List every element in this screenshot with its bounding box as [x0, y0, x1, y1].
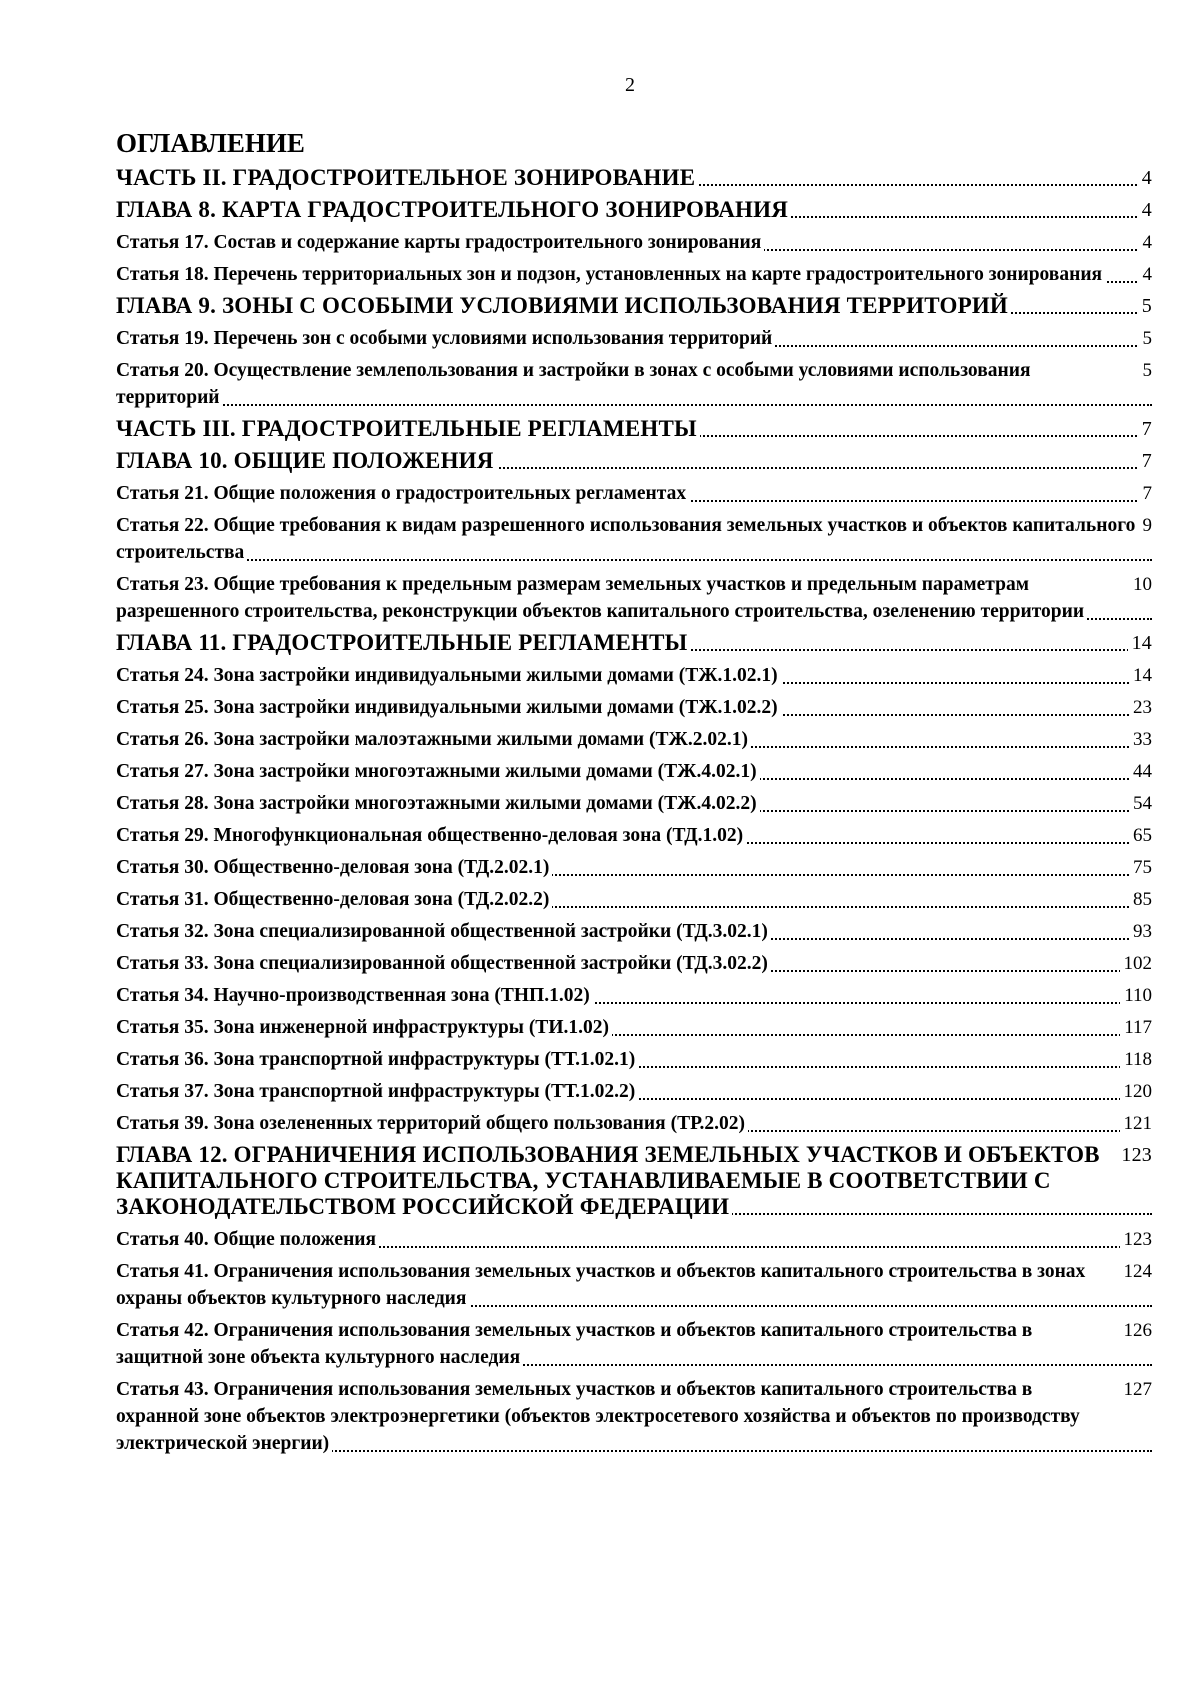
toc-entry-title: Статья 28. Зона застройки многоэтажными жилыми домами (ТЖ.4.02.2) — [116, 793, 760, 814]
toc-entry-page-number: 102 — [1120, 950, 1153, 977]
toc-entry-title: ГЛАВА 8. КАРТА ГРАДОСТРОИТЕЛЬНОГО ЗОНИРОВАНИЯ — [116, 197, 791, 222]
toc-entry[interactable] — [116, 630, 1152, 656]
toc-entry-page-number: 65 — [1129, 822, 1152, 849]
toc-entry-title: Статья 29. Многофункциональная общественно-деловая зона (ТД.1.02) — [116, 825, 746, 846]
toc-entry[interactable] — [116, 918, 1152, 945]
toc-entry-title: Статья 43. Ограничения использования земельных участков и объектов капитального строительства в охранной зоне объектов электроэнергетики (объектов электросетевого хозяйства и объектов по производству электрической энергии) — [116, 1379, 1080, 1454]
toc-entry-page-number: 4 — [1138, 197, 1152, 223]
toc-entry[interactable] — [116, 448, 1152, 474]
page-number: 2 — [625, 74, 635, 96]
toc-entry[interactable] — [116, 416, 1152, 442]
toc-entry-page-number: 75 — [1129, 854, 1152, 881]
toc-entry-page-number: 127 — [1120, 1376, 1153, 1403]
toc-entry-page-number: 117 — [1120, 1014, 1152, 1041]
toc-entry-page-number: 14 — [1128, 630, 1152, 656]
toc-entry[interactable] — [116, 758, 1152, 785]
toc-entry-title: Статья 25. Зона застройки индивидуальными жилыми домами (ТЖ.1.02.2) — [116, 697, 781, 718]
toc-entry[interactable] — [116, 1376, 1152, 1457]
toc-entry[interactable] — [116, 982, 1152, 1009]
toc-entry-title: Статья 23. Общие требования к предельным размерам земельных участков и предельным параметрам разрешенного строительства, реконструкции объектов капитального строительства, озеленению территории — [116, 574, 1087, 622]
toc-entry[interactable] — [116, 854, 1152, 881]
toc-entry[interactable] — [116, 790, 1152, 817]
toc-entry-title: Статья 39. Зона озелененных территорий общего пользования (ТР.2.02) — [116, 1113, 748, 1134]
toc-entry-page-number: 124 — [1120, 1258, 1153, 1285]
toc-entry-page-number: 123 — [1120, 1226, 1153, 1253]
toc-entry-title: ГЛАВА 11. ГРАДОСТРОИТЕЛЬНЫЕ РЕГЛАМЕНТЫ — [116, 630, 690, 655]
toc-entry[interactable] — [116, 1046, 1152, 1073]
toc-entry-page-number: 5 — [1139, 357, 1153, 384]
toc-entry-page-number: 54 — [1129, 790, 1152, 817]
toc-entry-page-number: 10 — [1129, 571, 1152, 598]
dot-leader — [116, 404, 1152, 406]
toc-entry-title: Статья 17. Состав и содержание карты градостроительного зонирования — [116, 232, 764, 253]
toc-entry[interactable] — [116, 662, 1152, 689]
toc-entry-page-number: 7 — [1139, 480, 1153, 507]
toc-entry-title: Статья 21. Общие положения о градостроительных регламентах — [116, 483, 689, 504]
toc-entry-title: Статья 26. Зона застройки малоэтажными жилыми домами (ТЖ.2.02.1) — [116, 729, 751, 750]
dot-leader — [116, 559, 1152, 561]
toc-entry[interactable] — [116, 1078, 1152, 1105]
toc-entry[interactable] — [116, 512, 1152, 566]
toc-entry[interactable] — [116, 1014, 1152, 1041]
toc-entry-title: ГЛАВА 10. ОБЩИЕ ПОЛОЖЕНИЯ — [116, 448, 497, 473]
toc-entry-page-number: 7 — [1138, 448, 1152, 474]
toc-entry-title: Статья 41. Ограничения использования земельных участков и объектов капитального строительства в зонах охраны объектов культурного наследия — [116, 1261, 1086, 1309]
toc-entry[interactable] — [116, 261, 1152, 288]
toc-entry-list — [116, 165, 1152, 1457]
toc-entry-page-number: 4 — [1139, 261, 1153, 288]
toc-entry-page-number: 110 — [1120, 982, 1152, 1009]
toc-entry-page-number: 93 — [1129, 918, 1152, 945]
toc-entry[interactable] — [116, 357, 1152, 411]
toc-entry-title: Статья 24. Зона застройки индивидуальными жилыми домами (ТЖ.1.02.1) — [116, 665, 781, 686]
toc-entry-page-number: 7 — [1138, 416, 1152, 442]
toc-entry-page-number: 85 — [1129, 886, 1152, 913]
toc-entry[interactable] — [116, 726, 1152, 753]
toc-entry-page-number: 44 — [1129, 758, 1152, 785]
toc-entry-page-number: 4 — [1138, 165, 1152, 191]
toc-entry-title: Статья 34. Научно-производственная зона (ТНП.1.02) — [116, 985, 593, 1006]
toc-entry-page-number: 126 — [1120, 1317, 1153, 1344]
toc-entry[interactable] — [116, 1226, 1152, 1253]
toc-entry-title: Статья 20. Осуществление землепользования и застройки в зонах с особыми условиями использования территорий — [116, 360, 1031, 408]
toc-entry-title: ЧАСТЬ III. ГРАДОСТРОИТЕЛЬНЫЕ РЕГЛАМЕНТЫ — [116, 416, 700, 441]
toc-entry[interactable] — [116, 229, 1152, 256]
toc-entry-page-number: 23 — [1129, 694, 1152, 721]
toc-entry[interactable] — [116, 165, 1152, 191]
toc-entry-page-number: 5 — [1138, 293, 1152, 319]
toc-entry[interactable] — [116, 822, 1152, 849]
toc-entry-title: Статья 22. Общие требования к видам разрешенного использования земельных участков и объектов капитального строительства — [116, 515, 1136, 563]
toc-entry-title: Статья 33. Зона специализированной общественной застройки (ТД.3.02.2) — [116, 953, 771, 974]
toc-entry-title: ЧАСТЬ II. ГРАДОСТРОИТЕЛЬНОЕ ЗОНИРОВАНИЕ — [116, 165, 698, 190]
toc-entry-title: Статья 30. Общественно-деловая зона (ТД.2.02.1) — [116, 857, 552, 878]
toc-entry-title: Статья 40. Общие положения — [116, 1229, 379, 1250]
toc-entry-page-number: 4 — [1139, 229, 1153, 256]
toc-entry-title: Статья 27. Зона застройки многоэтажными жилыми домами (ТЖ.4.02.1) — [116, 761, 760, 782]
toc-entry-title: Статья 31. Общественно-деловая зона (ТД.2.02.2) — [116, 889, 552, 910]
toc-entry-title: Статья 18. Перечень территориальных зон и подзон, установленных на карте градостроительного зонирования — [116, 264, 1105, 285]
toc-entry[interactable] — [116, 1110, 1152, 1137]
toc-entry[interactable] — [116, 325, 1152, 352]
toc-entry-page-number: 120 — [1120, 1078, 1153, 1105]
table-of-contents — [116, 126, 1152, 1462]
toc-entry[interactable] — [116, 197, 1152, 223]
toc-entry[interactable] — [116, 950, 1152, 977]
toc-entry-page-number: 14 — [1129, 662, 1152, 689]
toc-entry-page-number: 123 — [1117, 1142, 1152, 1168]
toc-entry[interactable] — [116, 1142, 1152, 1220]
toc-entry[interactable] — [116, 1258, 1152, 1312]
toc-entry-title: Статья 19. Перечень зон с особыми условиями использования территорий — [116, 328, 775, 349]
toc-entry[interactable] — [116, 480, 1152, 507]
toc-entry-page-number: 5 — [1139, 325, 1153, 352]
toc-entry-page-number: 33 — [1129, 726, 1152, 753]
toc-entry[interactable] — [116, 694, 1152, 721]
toc-entry-title: Статья 37. Зона транспортной инфраструктуры (ТТ.1.02.2) — [116, 1081, 638, 1102]
toc-entry-title: Статья 36. Зона транспортной инфраструктуры (ТТ.1.02.1) — [116, 1049, 638, 1070]
toc-entry-title: ГЛАВА 9. ЗОНЫ С ОСОБЫМИ УСЛОВИЯМИ ИСПОЛЬЗОВАНИЯ ТЕРРИТОРИЙ — [116, 293, 1011, 318]
toc-entry-title: Статья 42. Ограничения использования земельных участков и объектов капитального строительства в защитной зоне объекта культурного наследия — [116, 1320, 1033, 1368]
toc-entry-title: Статья 32. Зона специализированной общественной застройки (ТД.3.02.1) — [116, 921, 771, 942]
toc-entry[interactable] — [116, 1317, 1152, 1371]
toc-heading: ОГЛАВЛЕНИЕ — [116, 128, 305, 158]
toc-entry-page-number: 118 — [1120, 1046, 1152, 1073]
toc-entry[interactable] — [116, 886, 1152, 913]
toc-entry[interactable] — [116, 293, 1152, 319]
toc-entry-page-number: 121 — [1120, 1110, 1153, 1137]
toc-entry-title: ГЛАВА 12. ОГРАНИЧЕНИЯ ИСПОЛЬЗОВАНИЯ ЗЕМЕЛЬНЫХ УЧАСТКОВ И ОБЪЕКТОВ КАПИТАЛЬНОГО СТРОИТЕЛЬСТВА, УСТАНАВЛИВАЕМЫЕ В СООТВЕТСТВИИ С ЗАКОНОДАТЕЛЬСТВОМ РОССИЙСКОЙ ФЕДЕРАЦИИ — [116, 1142, 1100, 1219]
toc-entry-page-number: 9 — [1139, 512, 1153, 539]
toc-entry-title: Статья 35. Зона инженерной инфраструктуры (ТИ.1.02) — [116, 1017, 612, 1038]
toc-entry[interactable] — [116, 571, 1152, 625]
